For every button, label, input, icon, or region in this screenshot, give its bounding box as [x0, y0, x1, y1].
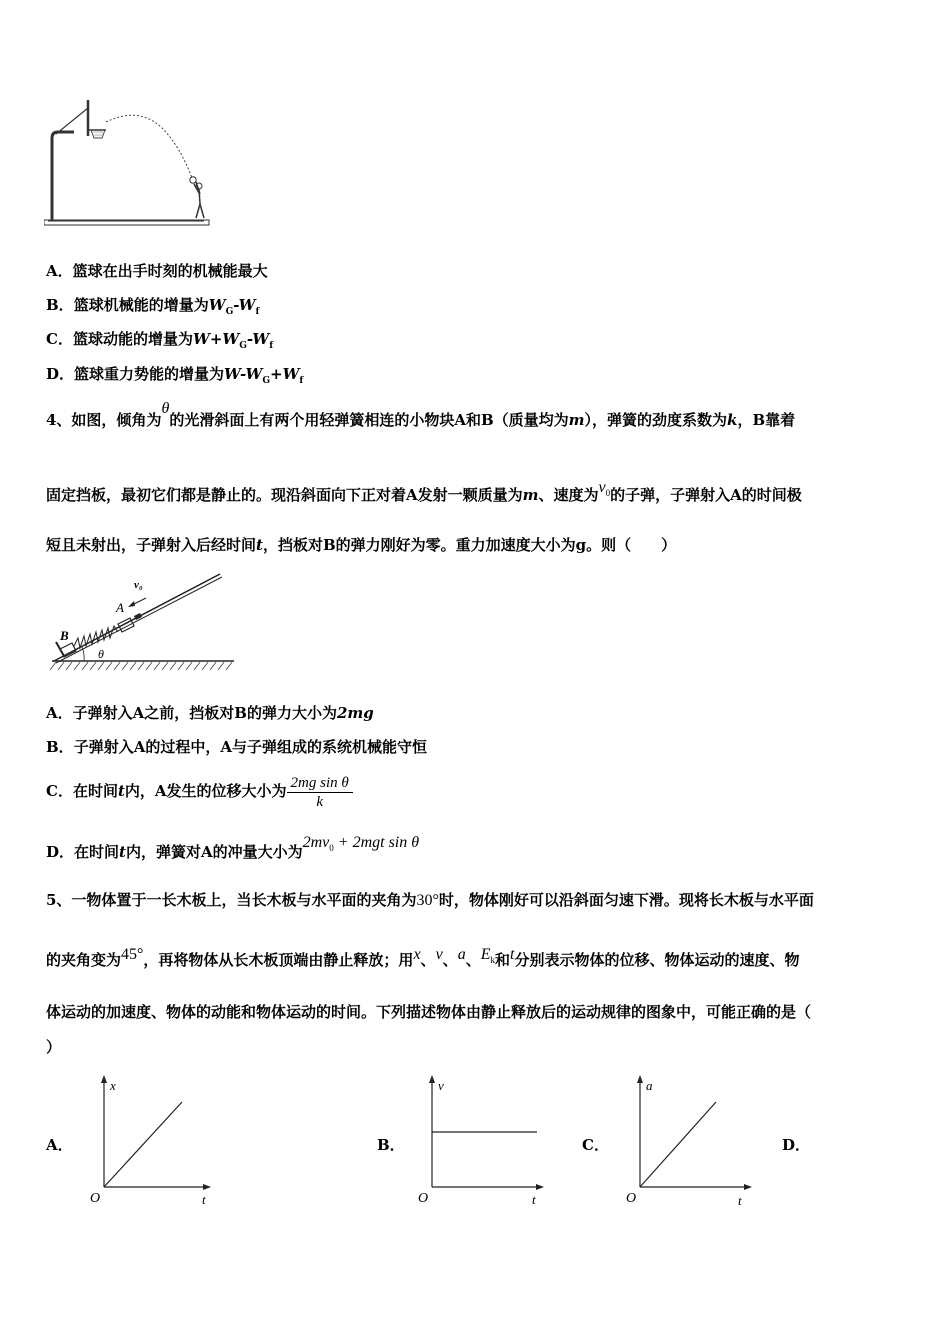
- expr-sub: G: [262, 376, 270, 386]
- expr: 2mg: [336, 704, 374, 722]
- option-letter: A．: [46, 704, 73, 722]
- option-letter: C．: [46, 330, 73, 348]
- expr-part: -W: [246, 330, 270, 348]
- option-letter: C．: [46, 782, 73, 800]
- option-text: 内，弹簧对A的冲量大小为: [125, 843, 303, 861]
- q4-option-d[interactable]: D．在时间t内，弹簧对A的冲量大小为$2mv_0 + 2mgt$ sin θ: [46, 834, 420, 861]
- option-text: 子弹射入A之前，挡板对B的弹力大小为: [72, 704, 337, 722]
- block-b-label: B: [60, 628, 69, 643]
- block-a-label: A: [116, 600, 124, 615]
- incline-spring-figure: [48, 570, 238, 675]
- origin-label: O: [90, 1191, 101, 1206]
- q5-option-b-letter[interactable]: B．: [377, 1136, 405, 1154]
- theta-symbol: θ: [161, 400, 170, 417]
- option-text: 篮球在出手时刻的机械能最大: [72, 262, 268, 280]
- q3-option-c[interactable]: [46, 329, 273, 356]
- q5-graph-c[interactable]: [620, 1072, 755, 1212]
- q3-option-a[interactable]: [46, 261, 268, 281]
- origin-label: O: [626, 1191, 637, 1206]
- option-letter: D．: [46, 843, 75, 861]
- expr-part: W: [208, 296, 226, 314]
- option-letter: A．: [46, 262, 73, 280]
- fraction-denominator: k: [316, 793, 323, 810]
- origin-label: O: [418, 1191, 429, 1206]
- q5-stem-line4: ）: [46, 1038, 62, 1056]
- expr-sub: f: [269, 341, 274, 351]
- expr-part: W-W: [224, 365, 263, 383]
- option-letter: D．: [46, 365, 75, 383]
- q5-stem-line3: 体运动的加速度、物体的动能和物体运动的时间。下列描述物体由静止释放后的运动规律的图象中，可能正确的是（: [46, 1003, 812, 1021]
- option-letter: B．: [46, 738, 74, 756]
- v0-label: v₀: [134, 579, 143, 591]
- q5-stem-line2: 的夹角变为45°，再将物体从长木板顶端由静止释放；用x、v、a、$E_k$和t分别表示物体的位移、物体运动的速度、物: [46, 946, 800, 969]
- q5-graph-a[interactable]: [84, 1072, 214, 1212]
- q4-option-b[interactable]: [46, 737, 427, 757]
- option-letter: B．: [46, 296, 74, 314]
- q3-option-b[interactable]: [46, 295, 259, 322]
- y-axis-label: a: [646, 1078, 653, 1093]
- q5-option-c-letter[interactable]: C．: [582, 1136, 609, 1154]
- q4-stem-line3: 短且未射出，子弹射入后经时间t，挡板对B的弹力刚好为零。重力加速度大小为g。则（ ）: [46, 536, 677, 554]
- x-axis-label: t: [532, 1192, 536, 1207]
- y-axis-label: x: [110, 1078, 116, 1093]
- option-text: 内，A发生的位移大小为: [124, 782, 287, 800]
- expr-sub: G: [239, 341, 247, 351]
- theta-label: θ: [98, 647, 104, 661]
- q4-option-c[interactable]: C．在时间t内，A发生的位移大小为 $\frac{\text{2mg sin θ}}{k}$: [46, 772, 353, 811]
- fraction: [287, 774, 353, 811]
- expr-part: +W: [270, 365, 300, 383]
- expr-sub: f: [255, 307, 260, 317]
- expr-sub: G: [225, 307, 234, 317]
- q4-option-a[interactable]: [46, 703, 374, 723]
- option-text: 篮球机械能的增量为: [73, 296, 209, 314]
- expr-part: W+W: [192, 330, 240, 348]
- expr-sub: f: [299, 376, 304, 386]
- q5-graph-b[interactable]: [412, 1072, 547, 1212]
- q4-stem-line2: 固定挡板，最初它们都是静止的。现沿斜面向下正对着A发射一颗质量为m、速度为$v_0$的子弹，子弹射入A的时间极: [46, 479, 802, 504]
- q5-option-a-letter[interactable]: A．: [46, 1136, 73, 1154]
- option-text: 子弹射入A的过程中，A与子弹组成的系统机械能守恒: [73, 738, 427, 756]
- expr: $2mv_0 + 2mgt$ sin θ: [302, 834, 420, 854]
- angle-30: 30°: [416, 892, 439, 909]
- q4-stem-line1: 4、如图，倾角为θ的光滑斜面上有两个用轻弹簧相连的小物块A和B（质量均为m），弹簧的劲度系数为k，B靠着: [46, 400, 796, 429]
- fraction-numerator: 2mg sin θ: [287, 774, 353, 793]
- basketball-figure: [44, 98, 219, 230]
- option-text: 在时间: [74, 843, 120, 861]
- y-axis-label: v: [438, 1078, 444, 1093]
- q5-option-d-letter[interactable]: D．: [782, 1136, 811, 1154]
- option-text: 篮球重力势能的增量为: [74, 365, 225, 383]
- q3-option-d[interactable]: [46, 364, 303, 391]
- option-text: 在时间: [72, 782, 118, 800]
- expr-part: -W: [233, 296, 256, 314]
- option-text: 篮球动能的增量为: [72, 330, 193, 348]
- x-axis-label: t: [202, 1192, 206, 1207]
- x-axis-label: t: [738, 1193, 742, 1208]
- q5-stem-line1: 5、一物体置于一长木板上，当长木板与水平面的夹角为30°时，物体刚好可以沿斜面匀速下滑。现将长木板与水平面: [46, 891, 814, 909]
- angle-45: 45°: [121, 946, 144, 963]
